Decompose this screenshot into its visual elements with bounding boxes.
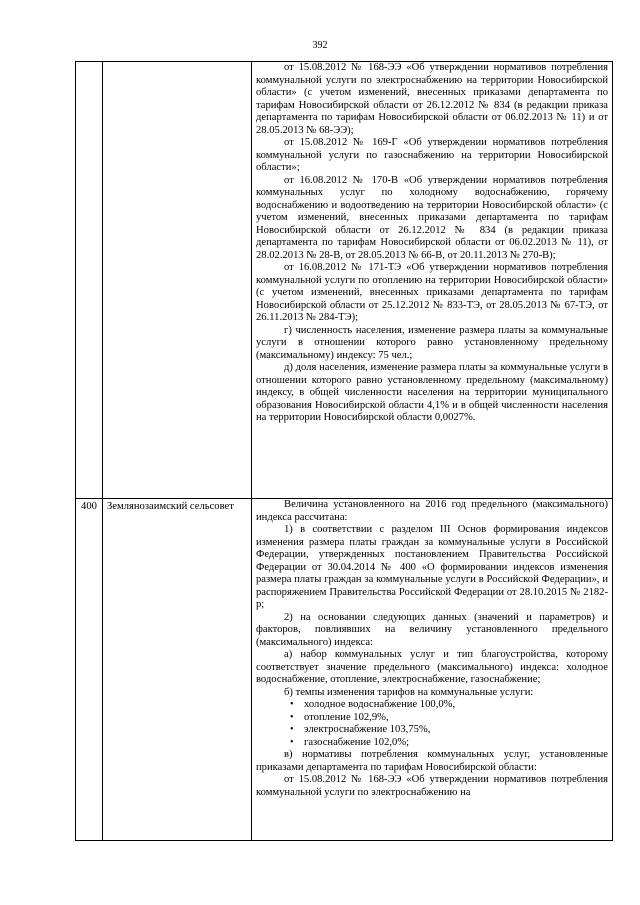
paragraph: б) темпы изменения тарифов на коммунальные услуги: — [284, 686, 534, 698]
list-item: • газоснабжение 102,0%; — [290, 737, 608, 750]
row-content — [252, 499, 613, 841]
municipality-name — [103, 62, 252, 499]
paragraph: от 16.08.2012 № 171-ТЭ «Об утверждении нормативов потребления коммунальной услуги по отоплению на территории Новосибирской области» (с учетом изменений, внесенных приказами департамента по тарифам Новосибирской области от 25.12.2012 № 833-ТЭ, от 28.05.2013 № 67-ТЭ, от 26.11.2013 № 284-ТЭ); — [256, 262, 608, 323]
paragraph: а) набор коммунальных услуг и тип благоустройства, которому соответствует значение предельного (максимального) индекса: холодное водоснабжение, отопление, электроснабжение, газоснабжение; — [256, 649, 608, 685]
paragraph: д) доля населения, изменение размера платы за коммунальные услуги в отношении которого равно установленному предельному (максимальному) индексу, в общей численности населения на территории муниципального образования Новосибирской области 4,1% и в общей численности населения на территории Новосибирской области 0,0027%. — [256, 362, 608, 423]
paragraph: от 16.08.2012 № 170-В «Об утверждении нормативов потребления коммунальных услуг по холодному водоснабжению, горячему водоснабжению и водоотведению на территории Новосибирской области» (с учетом изменений, внесенных приказами департамента по тарифам Новосибирской области от 26.12.2012 № 834 (в редакции приказа департамента по тарифам Новосибирской области от 06.02.2013 № 11), от 28.02.2013 № 28-В, от 28.05.2013 № 66-В, от 20.11.2013 № 270-В); — [256, 174, 608, 261]
table-row — [76, 62, 613, 499]
list-item: • отопление 102,9%, — [290, 712, 608, 725]
paragraph: от 15.08.2012 № 168-ЭЭ «Об утверждении нормативов потребления коммунальной услуги по электроснабжению на территории Новосибирской области» (с учетом изменений, внесенных приказами департамента по тарифам Новосибирской области от 26.12.2012 № 834 (в редакции приказа департамента по тарифам Новосибирской области от 06.02.2013 № 11) и от 28.05.2013 № 68-ЭЭ); — [256, 62, 608, 136]
list-item: • холодное водоснабжение 100,0%, — [290, 699, 608, 712]
paragraph: от 15.08.2012 № 168-ЭЭ «Об утверждении нормативов потребления коммунальной услуги по электроснабжению на — [256, 774, 608, 798]
table-row — [76, 499, 613, 841]
paragraph: 2) на основании следующих данных (значений и параметров) и факторов, повлиявших на величину установленного предельного (максимального) индекса: — [256, 611, 608, 648]
paragraph: в) нормативы потребления коммунальных услуг, установленные приказами департамента по тарифам Новосибирской области: — [256, 749, 608, 773]
paragraph: 1) в соответствии с разделом III Основ формирования индексов изменения размера платы граждан за коммунальные услуги в Российской Федерации, утвержденных постановлением Правительства Российской Федерации от 30.04.2014 № 400 «О формировании индексов изменения размера платы граждан за коммунальные услуги в Российской Федерации», и распоряжением Правительства Российской Федерации от 28.10.2015 № 2182-р; — [256, 524, 608, 610]
paragraph: Величина установленного на 2016 год предельного (максимального) индекса рассчитана: — [256, 499, 608, 523]
row-number — [76, 62, 103, 499]
tariff-index-table — [75, 61, 613, 841]
municipality-name: Землянозаимский сельсовет — [103, 499, 252, 841]
list-item: • электроснабжение 103,75%, — [290, 724, 608, 737]
paragraph: от 15.08.2012 № 169-Г «Об утверждении нормативов потребления коммунальной услуги по газоснабжению на территории Новосибирской области»; — [256, 137, 608, 173]
row-content — [252, 62, 613, 499]
row-number: 400 — [76, 499, 103, 841]
tariff-rates-list — [256, 699, 608, 749]
page-number: 392 — [312, 40, 328, 51]
paragraph: г) численность населения, изменение размера платы за коммунальные услуги в отношении которого равно установленному предельному (максимальному) индексу: 75 чел.; — [256, 324, 608, 361]
